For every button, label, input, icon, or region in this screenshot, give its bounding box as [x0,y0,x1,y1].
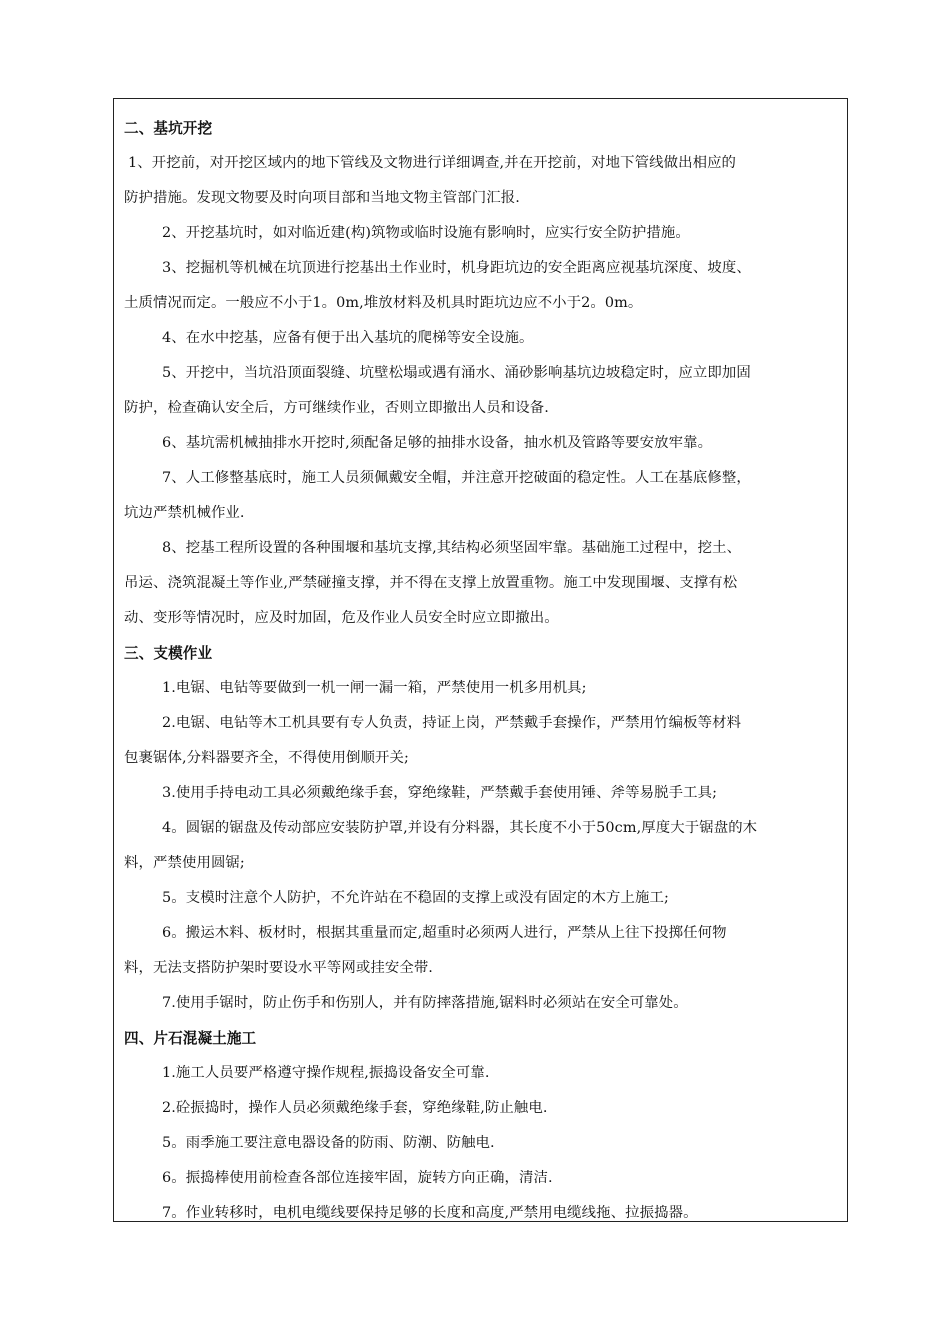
paragraph-line: 5。雨季施工要注意电器设备的防雨、防潮、防触电. [162,1135,495,1151]
paragraph-line: 土质情况而定。一般应不小于1。0m,堆放材料及机具时距坑边应不小于2。0m。 [124,295,643,311]
paragraph-line: 2.砼振捣时，操作人员必须戴绝缘手套，穿绝缘鞋,防止触电. [162,1100,548,1116]
paragraph-line: 4、在水中挖基，应备有便于出入基坑的爬梯等安全设施。 [162,330,534,346]
paragraph-line: 防护措施。发现文物要及时向项目部和当地文物主管部门汇报. [124,190,520,206]
document-content [122,111,841,1231]
paragraph-line: 6。搬运木料、板材时，根据其重量而定,超重时必须两人进行，严禁从上往下投掷任何物 [162,925,727,941]
section-heading: 二、基坑开挖 [124,120,213,137]
paragraph-line: 1.电锯、电钻等要做到一机一闸一漏一箱，严禁使用一机多用机具; [162,680,587,696]
paragraph-line: 4。圆锯的锯盘及传动部应安装防护罩,并设有分料器，其长度不小于50cm,厚度大于锯盘的木 [162,820,758,836]
paragraph-line: 5、开挖中，当坑沿顶面裂缝、坑壁松塌或遇有涌水、涌砂影响基坑边坡稳定时，应立即加固 [162,365,751,381]
paragraph-line: 料，严禁使用圆锯; [124,855,245,871]
paragraph-line: 7。作业转移时，电机电缆线要保持足够的长度和高度,严禁用电缆线拖、拉振捣器。 [162,1205,698,1221]
paragraph-line: 1、开挖前，对开挖区域内的地下管线及文物进行详细调查,并在开挖前，对地下管线做出相应的 [128,155,737,171]
paragraph-line: 坑边严禁机械作业. [124,505,245,521]
paragraph-line: 7.使用手锯时，防止伤手和伤别人，并有防摔落措施,锯料时必须站在安全可靠处。 [162,995,688,1011]
paragraph-line: 7、人工修整基底时，施工人员须佩戴安全帽，并注意开挖破面的稳定性。人工在基底修整， [162,470,751,486]
paragraph-line: 8、挖基工程所设置的各种围堰和基坑支撑,其结构必须坚固牢靠。基础施工过程中，挖土、 [162,540,742,556]
paragraph-line: 2、开挖基坑时，如对临近建(构)筑物或临时设施有影响时，应实行安全防护措施。 [162,225,690,241]
section-heading: 三、支模作业 [124,645,213,662]
document-frame [113,98,848,1222]
paragraph-line: 5。支模时注意个人防护，不允许站在不稳固的支撑上或没有固定的木方上施工; [162,890,669,906]
paragraph-line: 3、挖掘机等机械在坑顶进行挖基出土作业时，机身距坑边的安全距离应视基坑深度、坡度、 [162,260,751,276]
paragraph-line: 包裹锯体,分料器要齐全，不得使用倒顺开关; [124,750,409,766]
paragraph-line: 料，无法支搭防护架时要设水平等网或挂安全带. [124,960,433,976]
paragraph-line: 防护，检查确认安全后，方可继续作业，否则立即撤出人员和设备. [124,400,549,416]
paragraph-line: 2.电锯、电钻等木工机具要有专人负责，持证上岗，严禁戴手套操作，严禁用竹编板等材料 [162,715,742,731]
paragraph-line: 6。振捣棒使用前检查各部位连接牢固，旋转方向正确，清洁. [162,1170,553,1186]
paragraph-line: 3.使用手持电动工具必须戴绝缘手套，穿绝缘鞋，严禁戴手套使用锤、斧等易脱手工具; [162,785,718,801]
paragraph-line: 动、变形等情况时，应及时加固，危及作业人员安全时应立即撤出。 [124,610,559,626]
paragraph-line: 6、基坑需机械抽排水开挖时,须配备足够的抽排水设备，抽水机及管路等要安放牢靠。 [162,435,713,451]
section-heading: 四、片石混凝土施工 [124,1030,257,1047]
paragraph-line: 吊运、浇筑混凝土等作业,严禁碰撞支撑，并不得在支撑上放置重物。施工中发现围堰、支撑有松 [124,575,738,591]
paragraph-line: 1.施工人员要严格遵守操作规程,振捣设备安全可靠. [162,1065,490,1081]
